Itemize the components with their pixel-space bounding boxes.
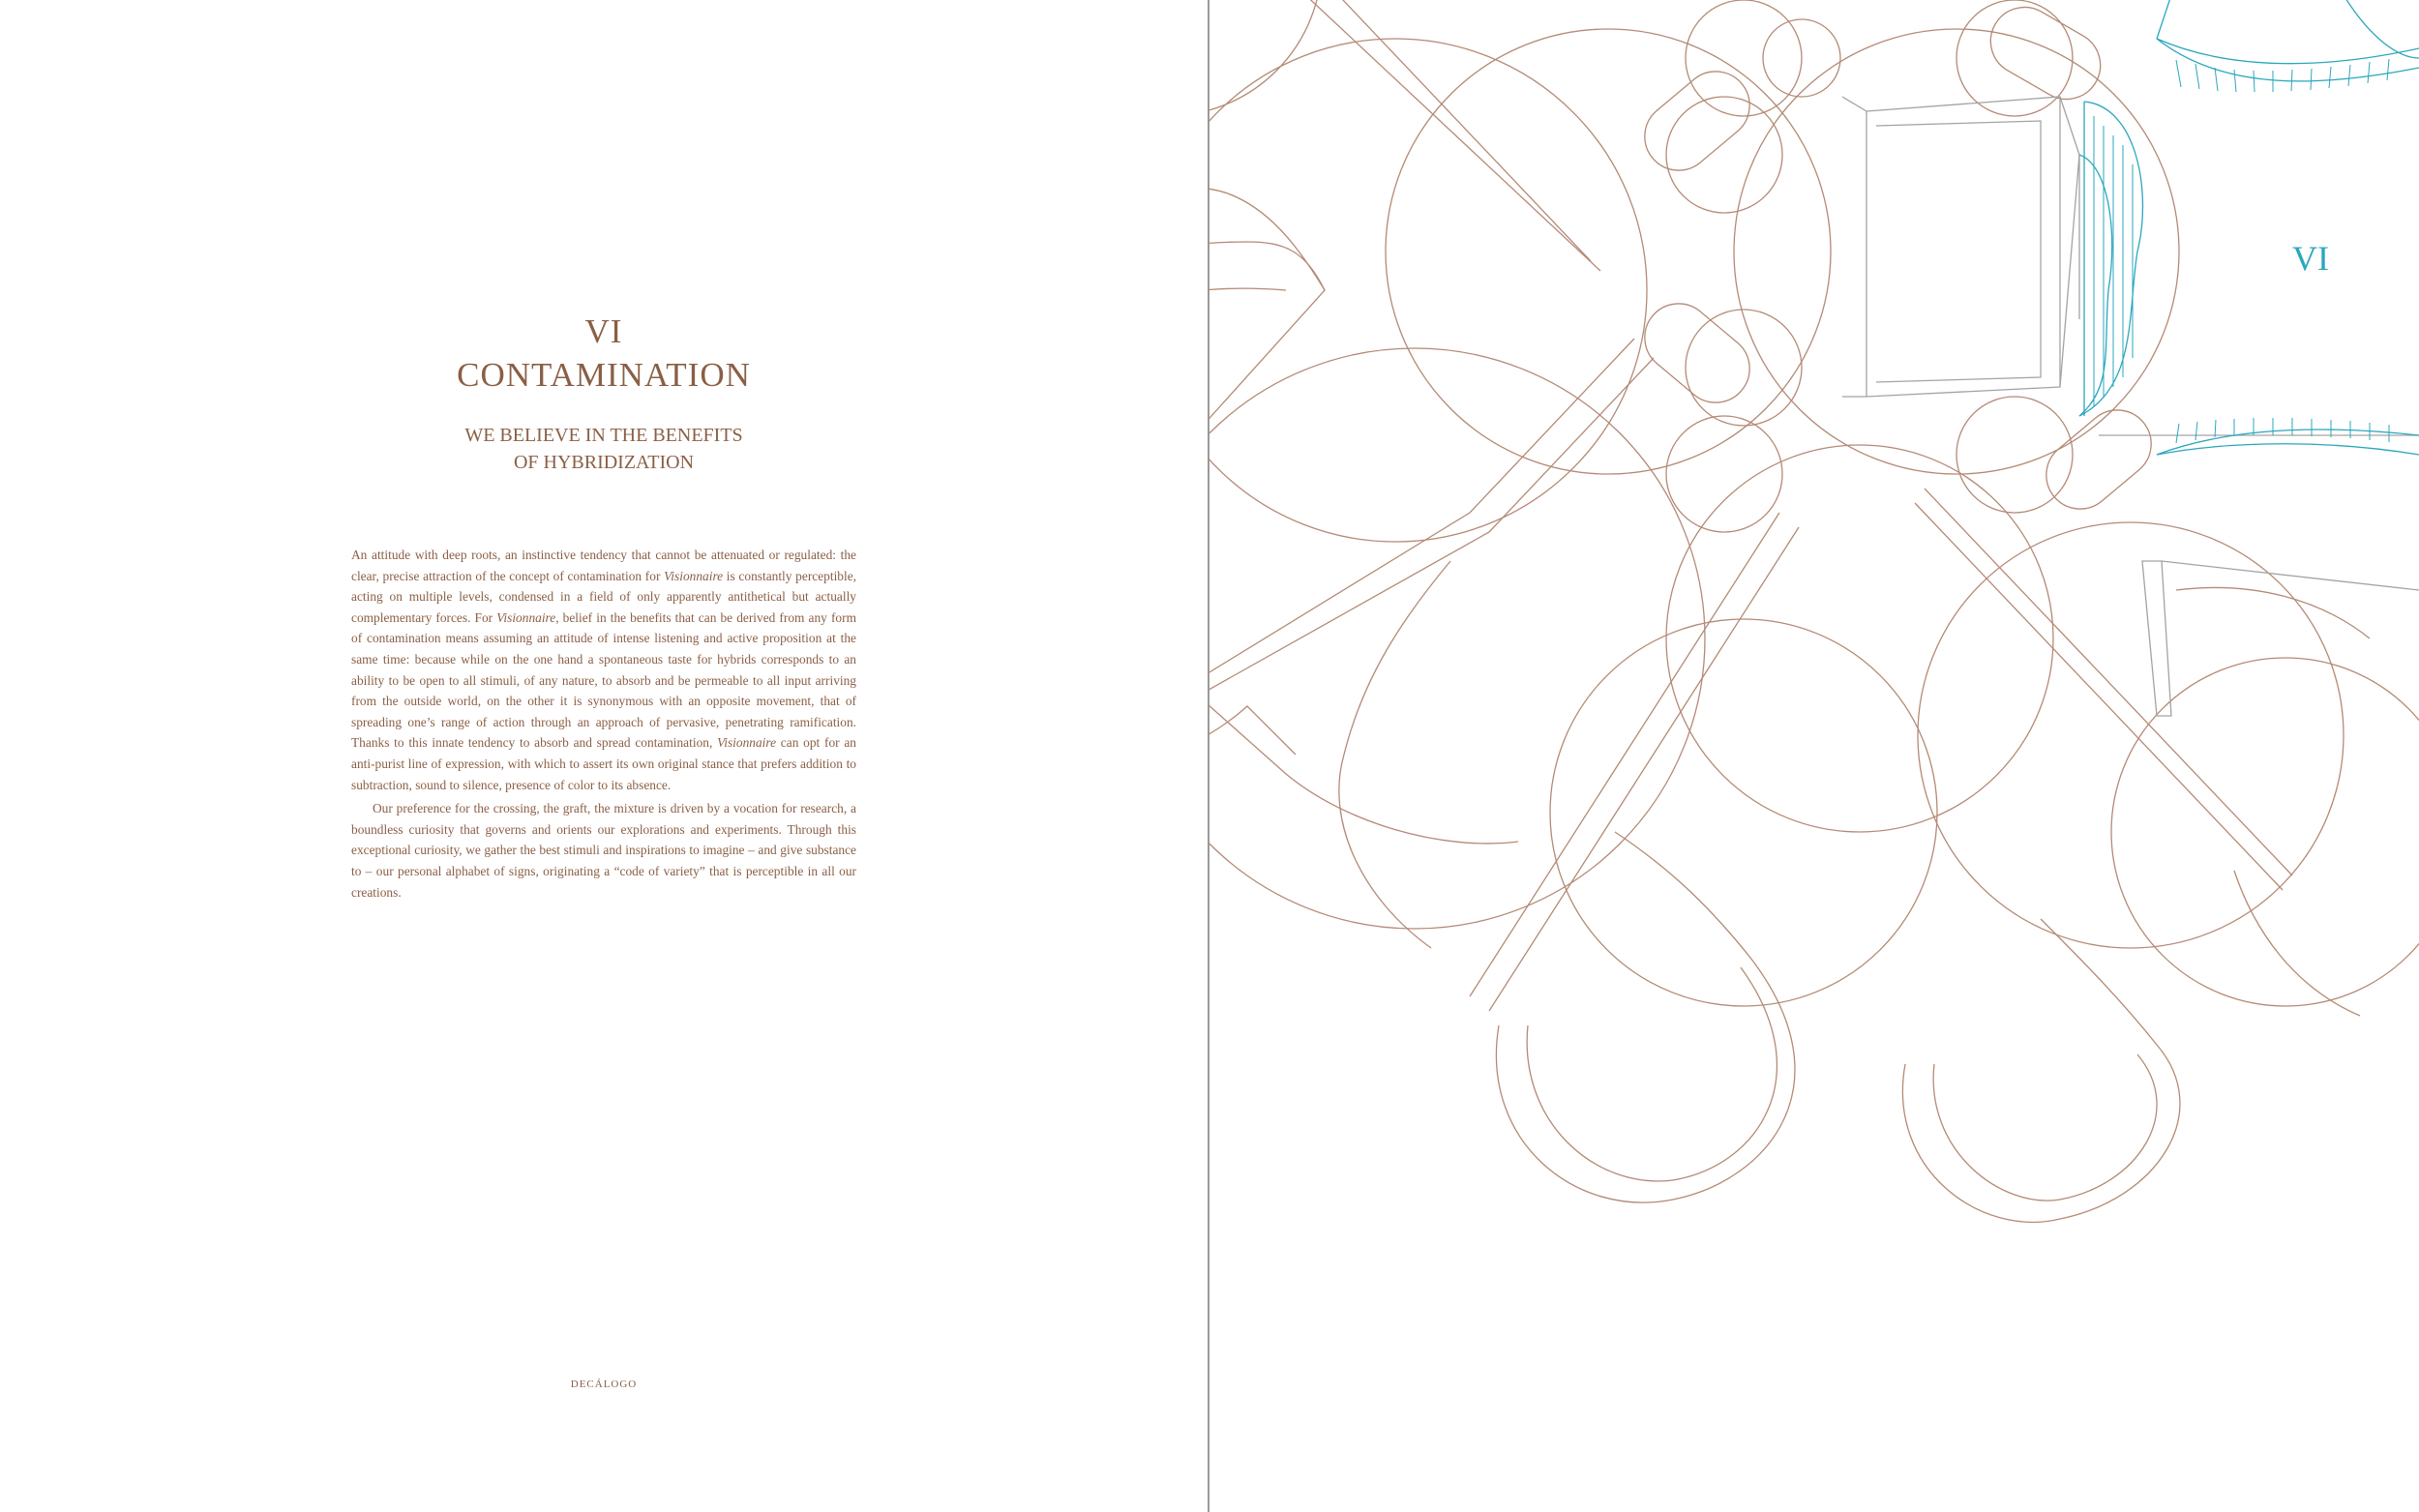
right-page-chapter-numeral: VI <box>2292 239 2329 278</box>
paragraph-2: Our preference for the crossing, the graft, the mixture is driven by a vocation for research, a boundless curiosity that governs and orients our explorations and experiments. Through this exceptional curiosity, we gather the best stimuli and inspirations to imagine – and give substance to – our personal alphabet of signs, originating a “code of variety” that is perceptible in all our creations. <box>351 801 856 900</box>
paragraph-1-part-a: An attitude with deep roots, an instinctive tendency that cannot be attenuated or regulated: the clear, precise attraction of the concept of contamination for <box>351 548 856 583</box>
paragraph-1-part-d: can opt for an anti-purist line of expression, with which to assert its own original stance that prefers addition to subtraction, sound to silence, presence of color to its absence. <box>351 735 856 792</box>
page-footer: DECÁLOGO <box>570 1379 638 1390</box>
brand-name: Visionnaire <box>664 568 724 583</box>
paragraph-1-part-c: , belief in the benefits that can be derived from any form of contamination means assuming an attitude of intense listening and active proposition at the same time: because while on the one hand a spontaneous taste for hybrids corresponds to an ability to be open to all stimuli, of any nature, to absorb and be permeable to all input arriving from the outside world, on the other it is synonymous with an opposite movement, that of spreading one’s range of action through an approach of pervasive, penetrating ramification. Thanks to this innate tendency to absorb and spread contamination, <box>351 609 856 751</box>
ornament-circle <box>1209 39 1647 542</box>
chapter-title: CONTAMINATION <box>457 356 751 394</box>
subtitle-line-1: WE BELIEVE IN THE BENEFITS <box>464 425 743 446</box>
paragraph-1 <box>351 545 856 795</box>
ornament-line-art <box>1209 0 2419 1512</box>
brand-name: Visionnaire <box>496 609 556 625</box>
ornament-teal-fans <box>2079 0 2419 455</box>
ornament-gray-frame <box>1867 97 2060 397</box>
body-text <box>351 545 856 905</box>
subtitle-line-2: OF HYBRIDIZATION <box>513 452 695 473</box>
chapter-subtitle <box>352 422 855 476</box>
right-page <box>1209 0 2419 1512</box>
chapter-number: VI <box>584 312 623 350</box>
left-page <box>0 0 1208 1512</box>
brand-name: Visionnaire <box>717 735 777 751</box>
paragraph-1-part-b: is constantly perceptible, acting on multiple levels, condensed in a field of only apparently antithetical but actually complementary forces. For <box>351 568 857 625</box>
